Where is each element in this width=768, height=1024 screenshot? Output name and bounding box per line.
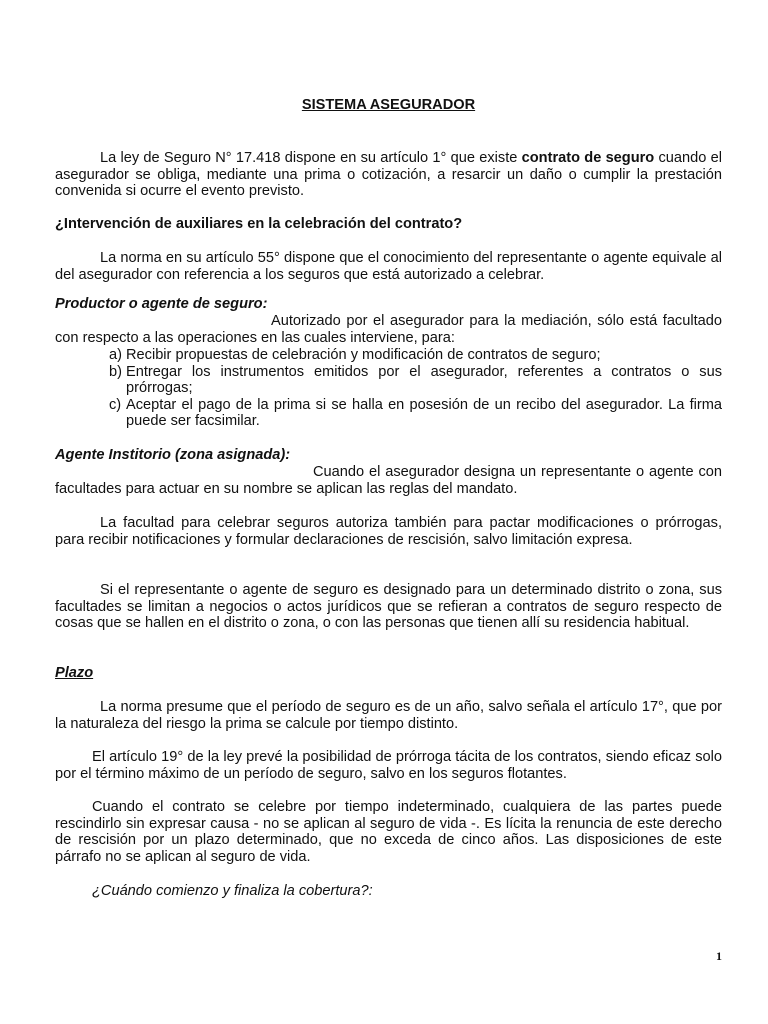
- productor-heading: Productor o agente de seguro:: [55, 296, 268, 312]
- intro-text-start: La ley de Seguro N° 17.418 dispone en su artículo 1° que existe: [100, 150, 522, 166]
- plazo-heading: Plazo: [55, 665, 94, 681]
- list-item-text: Recibir propuestas de celebración y modificación de contratos de seguro;: [126, 347, 601, 363]
- list-marker: a): [109, 347, 122, 363]
- document-title: SISTEMA ASEGURADOR: [301, 97, 476, 113]
- norma-55-paragraph: La norma en su artículo 55° dispone que el conocimiento del representante o agente equivale al del asegurador con referencia a los seguros que está autorizado a celebrar.: [55, 250, 722, 283]
- list-item: [109, 347, 722, 364]
- page-number: 1: [716, 949, 722, 963]
- list-item-text: Aceptar el pago de la prima si se halla en posesión de un recibo del asegurador. La firma puede ser facsimilar.: [126, 396, 722, 430]
- facultad-paragraph: La facultad para celebrar seguros autoriza también para pactar modificaciones o prórrogas, para recibir notificaciones y formular declaraciones de rescisión, salvo limitación expresa.: [55, 515, 722, 548]
- intro-bold-term: contrato de seguro: [521, 150, 655, 166]
- list-item: [109, 364, 722, 397]
- list-marker: c): [109, 396, 122, 413]
- plazo-paragraph-3: Cuando el contrato se celebre por tiempo indeterminado, cualquiera de las partes puede rescindirlo sin expresar causa - no se aplican al seguro de vida -. Es lícita la renuncia de este derecho de rescisión por un plazo determinado, que no exceda de cinco años. Las disposiciones de este párrafo no se aplican al seguro de vida.: [55, 799, 722, 865]
- productor-list: [55, 347, 722, 430]
- intro-text-end: cuando el asegurador se obliga, mediante una prima o cotización, a resarcir un daño o cumplir la prestación convenida si ocurre el evento previsto.: [55, 150, 722, 200]
- auxiliares-question: ¿Intervención de auxiliares en la celebración del contrato?: [55, 216, 463, 232]
- zona-paragraph: Si el representante o agente de seguro es designado para un determinado distrito o zona, sus facultades se limitan a negocios o actos jurídicos que se refieran a contratos de seguro respecto de cosas que se hallen en el distrito o zona, o con las personas que tienen allí su residencia habitual.: [55, 582, 722, 632]
- productor-paragraph: Autorizado por el asegurador para la mediación, sólo está facultado con respecto a las operaciones en las cuales interviene, para:: [55, 313, 722, 346]
- cobertura-question: ¿Cuándo comienzo y finaliza la cobertura?:: [92, 883, 373, 899]
- list-item-text: Entregar los instrumentos emitidos por el asegurador, referentes a contratos o sus prórrogas;: [126, 363, 722, 397]
- list-item: [109, 397, 722, 430]
- plazo-paragraph-2: El artículo 19° de la ley prevé la posibilidad de prórroga tácita de los contratos, siendo eficaz solo por el término máximo de un período de seguro, salvo en los seguros flotantes.: [55, 749, 722, 782]
- plazo-paragraph-1: La norma presume que el período de seguro es de un año, salvo señala el artículo 17°, que por la naturaleza del riesgo la prima se calcule por tiempo distinto.: [55, 699, 722, 732]
- list-marker: b): [109, 363, 122, 380]
- institorio-paragraph: Cuando el asegurador designa un representante o agente con facultades para actuar en su nombre se aplican las reglas del mandato.: [55, 464, 722, 497]
- institorio-heading: Agente Institorio (zona asignada):: [55, 447, 291, 463]
- intro-paragraph: [55, 150, 722, 200]
